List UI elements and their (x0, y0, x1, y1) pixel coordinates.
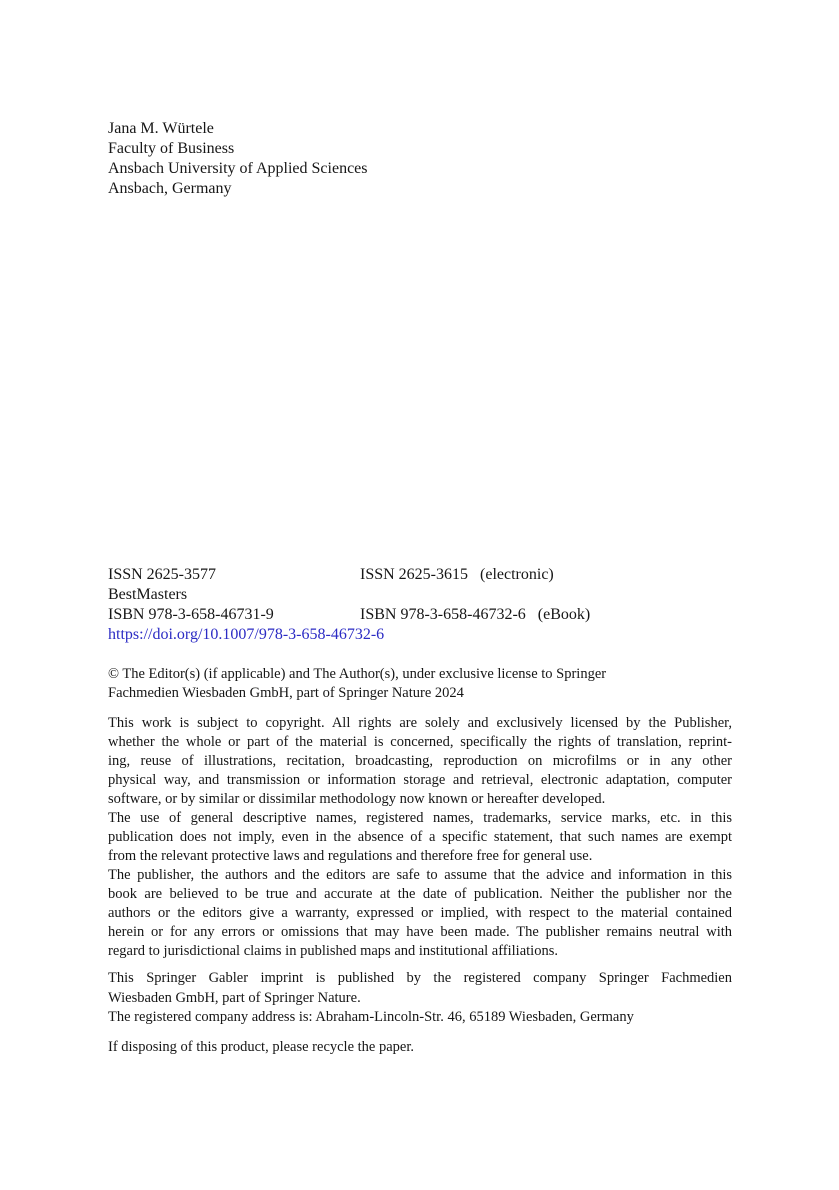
publication-identifiers-block (108, 565, 732, 645)
series-title: BestMasters (108, 586, 188, 603)
copyright-statement (108, 665, 732, 703)
imprint-line-1: This Springer Gabler imprint is published by the registered company Springer Fachmedien (108, 970, 732, 986)
isbn-ebook-note: (eBook) (537, 606, 591, 623)
legal-paragraph-copyright (108, 714, 732, 809)
imprint-company-block (108, 969, 732, 1028)
author-faculty: Faculty of Business (108, 140, 235, 157)
legal-line: ing, reuse of illustrations, recitation, broadcasting, reproduction on microfilms or in any other (108, 753, 732, 769)
isbn-row (108, 605, 732, 625)
copyright-line-1: © The Editor(s) (if applicable) and The Author(s), under exclusive license to Springer (108, 666, 607, 682)
legal-line: authors or the editors give a warranty, expressed or implied, with respect to the material contained (108, 905, 732, 921)
legal-text-block (108, 714, 732, 961)
issn-row (108, 565, 732, 585)
recycle-note-block (108, 1038, 732, 1057)
legal-line: book are believed to be true and accurate at the date of publication. Neither the publisher nor the (108, 886, 732, 902)
issn-electronic: ISSN 2625-3615 (360, 566, 469, 583)
legal-line: The use of general descriptive names, registered names, trademarks, service marks, etc. in this (108, 810, 732, 826)
author-location: Ansbach, Germany (108, 180, 232, 197)
author-university: Ansbach University of Applied Sciences (108, 160, 368, 177)
doi-link[interactable]: https://doi.org/10.1007/978-3-658-46732-6 (108, 626, 385, 643)
recycle-note: If disposing of this product, please recycle the paper. (108, 1039, 415, 1055)
company-address-line: The registered company address is: Abraham-Lincoln-Str. 46, 65189 Wiesbaden, Germany (108, 1009, 634, 1025)
legal-line: from the relevant protective laws and regulations and therefore free for general use. (108, 848, 593, 864)
legal-line: The publisher, the authors and the editors are safe to assume that the advice and information in this (108, 867, 732, 883)
legal-line: software, or by similar or dissimilar methodology now known or hereafter developed. (108, 791, 606, 807)
legal-line: physical way, and transmission or information storage and retrieval, electronic adaptation, computer (108, 772, 732, 788)
legal-line: herein or for any errors or omissions that may have been made. The publisher remains neutral with (108, 924, 732, 940)
legal-line: This work is subject to copyright. All rights are solely and exclusively licensed by the Publisher, (108, 715, 732, 731)
author-affiliation-block (108, 119, 732, 199)
doi-row (108, 625, 732, 645)
legal-paragraph-trademarks (108, 809, 732, 866)
isbn-print: ISBN 978-3-658-46731-9 (108, 606, 274, 623)
copyright-line-2: Fachmedien Wiesbaden GmbH, part of Springer Nature 2024 (108, 685, 464, 701)
author-name: Jana M. Würtele (108, 120, 214, 137)
legal-line: regard to jurisdictional claims in published maps and institutional affiliations. (108, 943, 558, 959)
legal-line: whether the whole or part of the material is concerned, specifically the rights of translation, reprint- (108, 734, 732, 750)
imprint-line-2: Wiesbaden GmbH, part of Springer Nature. (108, 989, 361, 1006)
legal-line: publication does not imply, even in the absence of a specific statement, that such names are exempt (108, 829, 732, 845)
legal-paragraph-disclaimer (108, 866, 732, 961)
issn-print: ISSN 2625-3577 (108, 566, 217, 583)
isbn-ebook: ISBN 978-3-658-46732-6 (360, 606, 526, 623)
series-row (108, 585, 732, 605)
issn-electronic-note: (electronic) (480, 566, 554, 583)
